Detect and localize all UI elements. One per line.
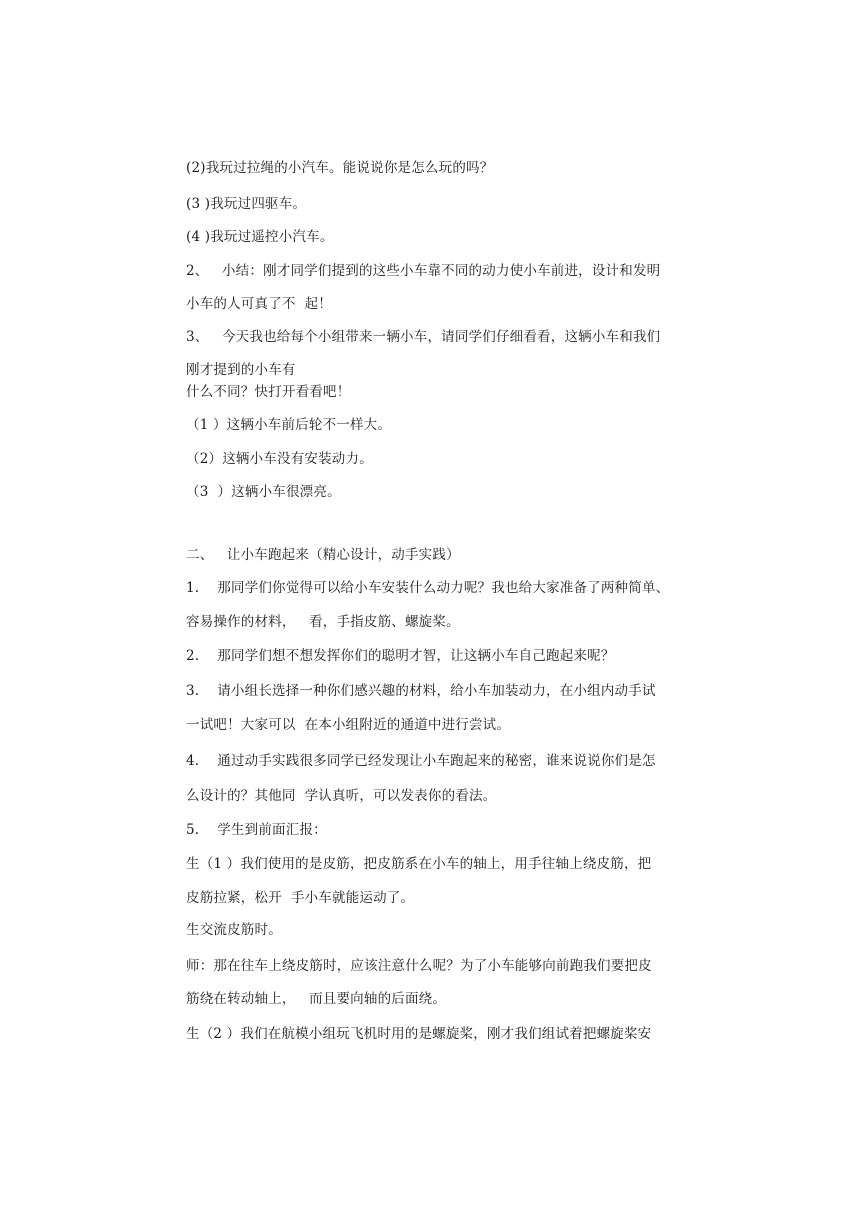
text-line: （3 ）这辆小车很漂亮。: [186, 484, 341, 500]
text-line: (3 )我玩过四驱车。: [186, 196, 307, 212]
text-line: 容易操作的材料， 看，手指皮筋、螺旋桨。: [186, 614, 460, 630]
text-line: 一试吧！大家可以 在本小组附近的通道中进行尝试。: [186, 717, 511, 733]
text-line: 生（1 ）我们使用的是皮筋，把皮筋系在小车的轴上，用手往轴上绕皮筋，把: [186, 856, 652, 872]
text-line: 生（2 ）我们在航模小组玩飞机时用的是螺旋桨，刚才我们组试着把螺旋桨安: [186, 1026, 652, 1042]
text-line: 师：那在往车上绕皮筋时，应该注意什么呢？为了小车能够向前跑我们要把皮: [186, 958, 652, 974]
text-line: 5. 学生到前面汇报：: [186, 822, 327, 838]
text-line: 4. 通过动手实践很多同学已经发现让小车跑起来的秘密，谁来说说你们是怎: [186, 753, 656, 769]
text-line: 筋绕在转动轴上， 而且要向轴的后面绕。: [186, 991, 447, 1007]
text-line: (2)我玩过拉绳的小汽车。能说说你是怎么玩的吗？: [186, 160, 494, 176]
text-line: （1 ）这辆小车前后轮不一样大。: [186, 417, 392, 433]
text-line: 2、 小结：刚才同学们提到的这些小车靠不同的动力使小车前进，设计和发明: [186, 263, 661, 279]
text-line: 1. 那同学们你觉得可以给小车安装什么动力呢？我也给大家准备了两种简单、: [186, 580, 670, 596]
text-line: 皮筋拉紧，松开 手小车就能运动了。: [186, 890, 415, 906]
text-line: 2. 那同学们想不想发挥你们的聪明才智，让这辆小车自己跑起来呢？: [186, 648, 615, 664]
text-line: 刚才提到的小车有: [186, 362, 296, 378]
text-line: 么设计的？其他同 学认真听，可以发表你的看法。: [186, 788, 497, 804]
text-line: 3. 请小组长选择一种你们感兴趣的材料，给小车加装动力，在小组内动手试: [186, 683, 656, 699]
text-line: 什么不同？快打开看看吧！: [186, 384, 351, 400]
text-line: (4 )我玩过遥控小汽车。: [186, 229, 334, 245]
section-heading: 二、 让小车跑起来（精心设计，动手实践）: [186, 547, 460, 563]
text-line: 小车的人可真了不 起！: [186, 296, 332, 312]
text-line: 3、 今天我也给每个小组带来一辆小车，请同学们仔细看看，这辆小车和我们: [186, 329, 661, 345]
text-line: 生交流皮筋时。: [186, 922, 282, 938]
text-line: （2）这辆小车没有安装动力。: [186, 451, 373, 467]
